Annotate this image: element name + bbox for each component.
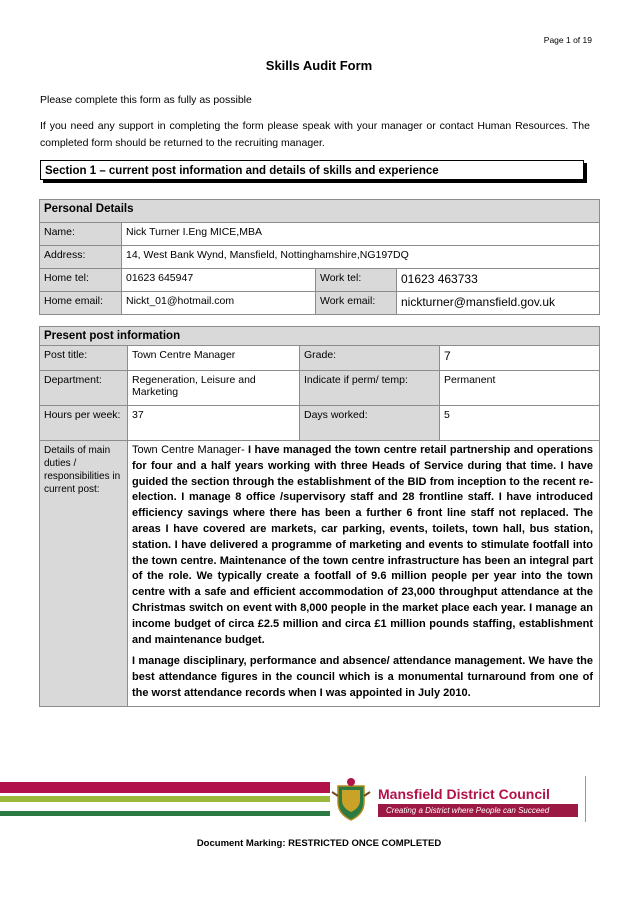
hours-per-week-label: Hours per week: (40, 406, 128, 441)
hours-per-week-field[interactable]: 37 (128, 406, 300, 441)
perm-temp-label: Indicate if perm/ temp: (300, 371, 440, 406)
work-tel-field[interactable]: 01623 463733 (397, 269, 600, 292)
work-tel-label: Work tel: (316, 269, 397, 292)
home-tel-field[interactable]: 01623 645947 (122, 269, 316, 292)
duties-text-2: I manage disciplinary, performance and absence/ attendance management. We have the best attendance figures in the council which is a monumental turnaround from one of the worst attendance records when I was appointed in July 2010. (132, 655, 593, 699)
present-post-table (39, 326, 600, 707)
post-title-field[interactable]: Town Centre Manager (128, 346, 300, 371)
footer-divider (585, 776, 586, 822)
grade-field[interactable]: 7 (440, 346, 600, 371)
post-title-label: Post title: (40, 346, 128, 371)
document-marking: Document Marking: RESTRICTED ONCE COMPLETED (196, 838, 442, 849)
footer-lime-stripe (0, 796, 330, 802)
duties-lead: Town Centre Manager- (132, 444, 245, 456)
home-email-label: Home email: (40, 292, 122, 315)
form-title: Skills Audit Form (265, 58, 373, 73)
personal-details-table (39, 199, 600, 315)
department-label: Department: (40, 371, 128, 406)
duties-text-1: I have managed the town centre retail partnership and operations for four and a half years working with three Heads of Service during that time. I have guided the section through the establishment of the BID from inception to the recent re-election. I manage 8 office /supervisory staff and 28 frontline staff. I have introduced efficiency savings where there has been a further 6 front line staff not replaced. The areas I have covered are markets, car parking, events, toilets, town hall, bus station, station. I have delivered a programme of marketing and events to stimulate footfall into the town centre. Maintenance of the town centre infrastructure has been an integral part of the role. We typically create a footfall of 9.6 million people per year into the town centre with a safe and efficient accommodation of 23,000 throughput attendance at the Christmas switch on event with 8,000 people in the market place each year. I manage an income budget of circa £2.5 million and circa £1 million pounds staffing, establishment and maintenance budget. (132, 444, 594, 646)
perm-temp-field[interactable]: Permanent (440, 371, 600, 406)
present-post-heading: Present post information (40, 327, 600, 346)
department-field[interactable]: Regeneration, Leisure and Marketing (128, 371, 300, 406)
name-label: Name: (40, 223, 122, 246)
page-number: Page 1 of 19 (543, 35, 592, 45)
duties-field[interactable] (128, 441, 600, 707)
duties-label: Details of main duties / responsibilities in current post: (40, 441, 128, 707)
days-worked-field[interactable]: 5 (440, 406, 600, 441)
home-tel-label: Home tel: (40, 269, 122, 292)
council-name: Mansfield District Council (378, 786, 550, 802)
personal-details-heading: Personal Details (40, 200, 600, 223)
work-email-label: Work email: (316, 292, 397, 315)
work-email-field[interactable]: nickturner@mansfield.gov.uk (397, 292, 600, 315)
intro-support-text: If you need any support in completing the form please speak with your manager or contact Human Resources. The completed form should be returned to the recruiting manager. (40, 120, 590, 149)
council-tagline: Creating a District where People can Succeed (378, 804, 578, 817)
footer-green-stripe (0, 811, 330, 816)
days-worked-label: Days worked: (300, 406, 440, 441)
intro-instruction: Please complete this form as fully as possible (40, 94, 252, 106)
section-1-heading: Section 1 – current post information and details of skills and experience (40, 160, 584, 180)
council-crest-icon (330, 776, 372, 822)
footer-crimson-stripe (0, 782, 330, 793)
home-email-field[interactable]: Nickt_01@hotmail.com (122, 292, 316, 315)
name-field[interactable]: Nick Turner I.Eng MICE,MBA (122, 223, 600, 246)
address-field[interactable]: 14, West Bank Wynd, Mansfield, Nottinghamshire,NG197DQ (122, 246, 600, 269)
duties-paragraph-1 (132, 443, 593, 648)
address-label: Address: (40, 246, 122, 269)
grade-label: Grade: (300, 346, 440, 371)
